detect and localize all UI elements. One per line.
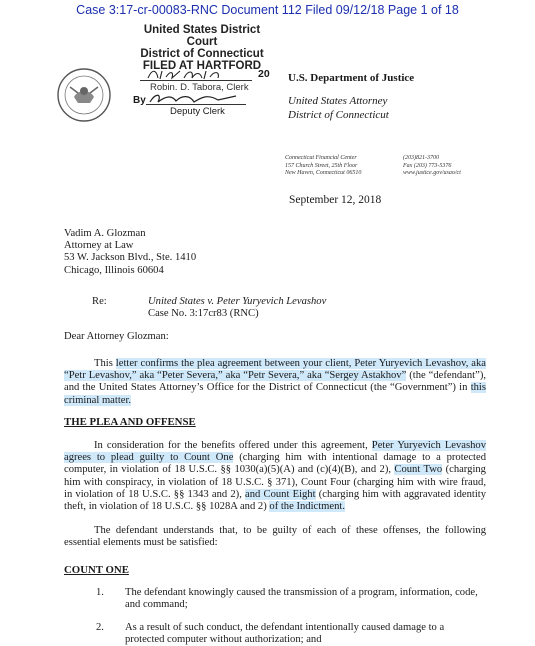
section-heading-count-one: COUNT ONE [64, 564, 129, 576]
recipient-block [64, 228, 196, 277]
re-label: Re: [92, 296, 107, 307]
stamp-date-line [140, 67, 252, 81]
section-heading-plea: THE PLEA AND OFFENSE [64, 416, 196, 428]
stamp-line: District of Connecticut [140, 48, 264, 60]
contact-line: (203)821-3700 [403, 155, 439, 161]
contact-line: www.justice.gov/usao/ct [403, 170, 461, 176]
text-run: This [94, 358, 116, 369]
stamp-line: United States District Court [143, 24, 261, 48]
highlighted-text: Count Two [394, 464, 443, 476]
stamp-line: FILED AT HARTFORD [142, 60, 262, 72]
doj-office-line: United States Attorney [288, 95, 388, 107]
deputy-signature [146, 92, 246, 105]
text-run: In consideration for the benefits offered under this agreement, [94, 440, 372, 451]
address-line: 157 Church Street, 25th Floor [285, 162, 358, 169]
recipient-line: Chicago, Illinois 60604 [64, 264, 164, 276]
text-run: (charging him with aggravated identity theft, in violation of 18 U.S.C. §§ 1028A and 2) [64, 488, 487, 513]
salutation: Dear Attorney Glozman: [64, 331, 169, 342]
text-run: (charging him with conspiracy, in violation of 18 U.S.C. § 371), Count Four (charging him with wire fraud, in violation of 18 U.S.C. §§ 1343 and 2), [64, 464, 486, 500]
list-item: The defendant knowingly caused the transmission of a program, information, code, and command; [125, 587, 478, 611]
doj-title: U.S. Department of Justice [288, 72, 415, 84]
case-header: Case 3:17-cr-00083-RNC Document 112 Filed 09/12/18 Page 1 of 18 [76, 3, 459, 17]
recipient-line: 53 W. Jackson Blvd., Ste. 1410 [64, 252, 197, 264]
filing-stamp [132, 24, 272, 72]
recipient-line: Vadim A. Glozman [64, 228, 146, 239]
handwritten-date-icon [140, 67, 252, 81]
stamp-clerk: Robin. D. Tabora, Clerk [150, 82, 249, 93]
paragraph-elements: The defendant understands that, to be guilty of each of these offenses, the following essential elements must be satisfied: [64, 525, 486, 549]
doj-seal-icon [56, 67, 112, 123]
letter-date: September 12, 2018 [289, 194, 382, 206]
highlighted-text: and Count Eight [245, 488, 316, 500]
recipient-line: Attorney at Law [64, 240, 134, 252]
signature-icon [146, 92, 246, 105]
stamp-date-year: 20 [258, 68, 270, 80]
re-subject [148, 296, 326, 320]
office-address [285, 155, 361, 178]
list-item-number: 1. [96, 587, 104, 598]
stamp-deputy: Deputy Clerk [170, 106, 225, 117]
stamp-by: By [133, 95, 146, 106]
paragraph-plea [64, 440, 486, 513]
text-run: (charging him with intentional damage to a protected computer, in violation of 18 U.S.C. §§ 1030(a)(5)(A) and (c)(4)(B), and 2), [64, 452, 486, 476]
highlighted-text: this criminal matter. [64, 382, 486, 406]
re-case-number: Case No. 3:17cr83 (RNC) [148, 308, 259, 320]
contact-line: Fax (203) 773-5376 [403, 162, 452, 169]
doj-office [288, 94, 389, 122]
list-item-number: 2. [96, 622, 104, 633]
highlighted-text: of the Indictment. [269, 501, 345, 513]
office-contacts [403, 155, 461, 178]
list-item: As a result of such conduct, the defendant intentionally caused damage to a protected computer without authorization; and [125, 622, 445, 646]
highlighted-text: Peter Yuryevich Levashov agrees to plead guilty to Count One [64, 440, 487, 464]
address-line: New Haven, Connecticut 06510 [285, 170, 362, 176]
doj-office-line: District of Connecticut [288, 109, 389, 121]
text-run: (the “defendant”), and the United States Attorney’s Office for the District of Connecticut (the “Government”) in [64, 370, 486, 394]
address-line: Connecticut Financial Center [285, 155, 357, 161]
highlighted-text: letter confirms the plea agreement between your client, Peter Yuryevich Levashov, aka “Petr Levashov,” aka “Peter Severa,” aka “Petr Severa,” aka “Sergey Astakhov” [64, 358, 487, 382]
re-caption: United States v. Peter Yuryevich Levashov [148, 296, 327, 307]
paragraph-intro [64, 358, 486, 407]
